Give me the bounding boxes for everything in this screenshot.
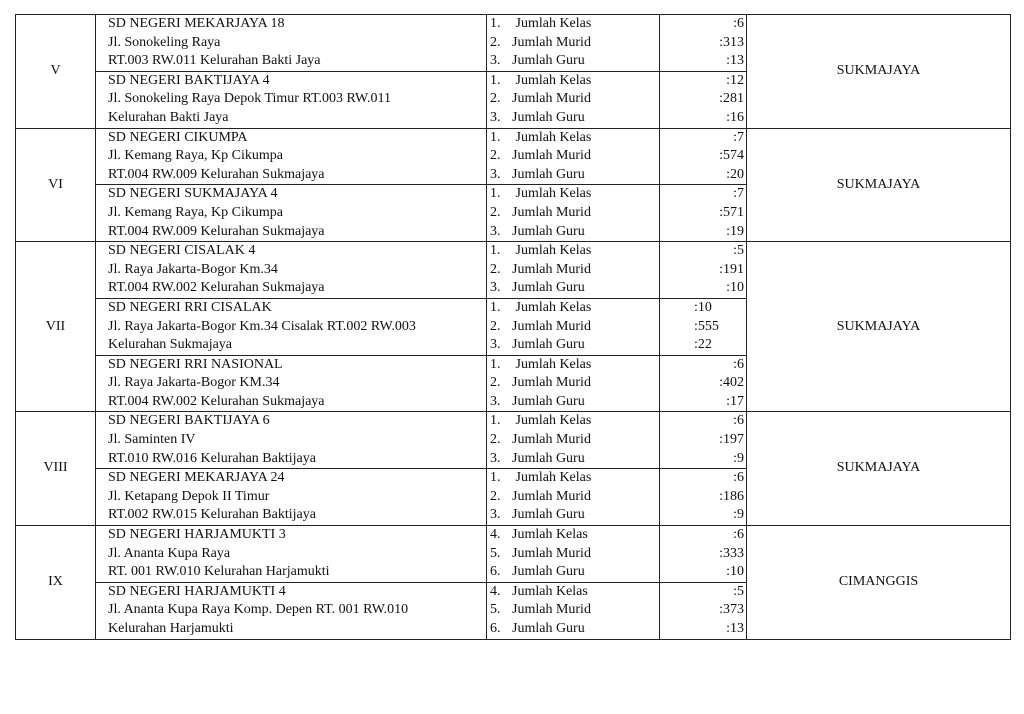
stat-label-row	[490, 261, 659, 280]
school-info	[96, 526, 487, 583]
stat-value: :555	[694, 318, 719, 334]
stat-number: 3.	[490, 280, 501, 296]
stat-label-row	[490, 506, 659, 525]
stat-value: :6	[733, 356, 744, 372]
stat-value: :7	[733, 186, 744, 202]
kecamatan: SUKMAJAYA	[747, 412, 1011, 526]
stat-value: :17	[726, 393, 744, 409]
school-address-line: Kelurahan Sukmajaya	[108, 337, 233, 353]
school-name: SD NEGERI CISALAK 4	[108, 243, 256, 259]
stat-label: Jumlah Murid	[512, 34, 591, 50]
stat-values	[660, 185, 747, 242]
stat-label: Jumlah Murid	[512, 602, 591, 618]
stat-values	[660, 15, 747, 72]
stat-label-row	[490, 450, 659, 469]
stat-label: Jumlah Guru	[512, 166, 585, 182]
stat-value: :191	[719, 261, 744, 277]
stat-label: Jumlah Guru	[512, 280, 585, 296]
school-name: SD NEGERI HARJAMUKTI 4	[108, 583, 286, 599]
stat-number: 6.	[490, 621, 501, 636]
school-name: SD NEGERI BAKTIJAYA 6	[108, 413, 270, 429]
stat-value: :373	[719, 602, 744, 618]
stat-label-row	[490, 601, 659, 620]
stat-label: Jumlah Murid	[512, 148, 591, 164]
stat-number: 1.	[490, 16, 501, 31]
school-address-line: Jl. Saminten IV	[108, 432, 196, 448]
group-number: VII	[16, 242, 96, 412]
stat-label: Jumlah Murid	[512, 488, 591, 504]
stat-labels	[487, 469, 660, 526]
stat-values	[660, 355, 747, 412]
stat-number: 1.	[490, 413, 501, 429]
stat-value: :574	[719, 148, 744, 164]
kecamatan: SUKMAJAYA	[747, 242, 1011, 412]
stat-labels	[487, 185, 660, 242]
stat-number: 2.	[490, 148, 501, 164]
school-address-line: Jl. Kemang Raya, Kp Cikumpa	[108, 204, 283, 220]
school-name: SD NEGERI SUKMAJAYA 4	[108, 186, 278, 202]
school-address-line: Jl. Sonokeling Raya Depok Timur RT.003 RW.011	[108, 91, 391, 107]
school-info	[96, 582, 487, 639]
stat-number: 1.	[490, 243, 501, 259]
stat-number: 2.	[490, 204, 501, 220]
stat-number: 3.	[490, 450, 501, 466]
stat-label: Jumlah Guru	[512, 223, 585, 239]
stat-number: 1.	[490, 470, 501, 486]
stat-label: Jumlah Guru	[512, 507, 585, 523]
school-address-line: RT.004 RW.002 Kelurahan Sukmajaya	[108, 280, 325, 296]
stat-label: Jumlah Kelas	[512, 583, 588, 599]
kecamatan: CIMANGGIS	[747, 526, 1011, 640]
school-address-line: Jl. Ananta Kupa Raya Komp. Depen RT. 001 RW.010	[108, 602, 409, 618]
stat-label: Jumlah Kelas	[512, 16, 592, 31]
stat-label-row	[490, 15, 659, 34]
school-address-line: Jl. Sonokeling Raya	[108, 34, 221, 50]
school-address-line: Jl. Kemang Raya, Kp Cikumpa	[108, 148, 283, 164]
stat-label: Jumlah Murid	[512, 261, 591, 277]
stat-labels	[487, 298, 660, 355]
stat-value: :5	[733, 583, 744, 599]
stat-value: :186	[719, 488, 744, 504]
stat-label-row	[490, 488, 659, 507]
school-address-line: Jl. Ketapang Depok II Timur	[108, 488, 270, 504]
group-number: V	[16, 15, 96, 129]
stat-number: 2.	[490, 91, 501, 107]
school-info	[96, 298, 487, 355]
stat-number: 2.	[490, 261, 501, 277]
kecamatan: SUKMAJAYA	[747, 128, 1011, 242]
stat-label: Jumlah Guru	[512, 53, 585, 69]
school-address-line: RT.004 RW.002 Kelurahan Sukmajaya	[108, 393, 325, 409]
school-info	[96, 15, 487, 72]
stat-labels	[487, 128, 660, 185]
stat-number: 2.	[490, 488, 501, 504]
stat-label-row	[490, 318, 659, 337]
stat-number: 3.	[490, 53, 501, 69]
stat-label: Jumlah Murid	[512, 204, 591, 220]
school-address-line: RT.010 RW.016 Kelurahan Baktijaya	[108, 450, 316, 466]
stat-label-row	[490, 336, 659, 355]
stat-label-row	[490, 412, 659, 431]
school-name: SD NEGERI RRI NASIONAL	[108, 356, 283, 372]
kecamatan: SUKMAJAYA	[747, 15, 1011, 129]
stat-labels	[487, 582, 660, 639]
stat-labels	[487, 15, 660, 72]
stat-number: 2.	[490, 34, 501, 50]
stat-number: 1.	[490, 72, 501, 88]
stat-number: 1.	[490, 186, 501, 202]
stat-values	[660, 526, 747, 583]
stat-label: Jumlah Murid	[512, 318, 591, 334]
stat-label: Jumlah Guru	[512, 621, 585, 636]
stat-labels	[487, 71, 660, 128]
stat-label: Jumlah Guru	[512, 450, 585, 466]
stat-label: Jumlah Murid	[512, 91, 591, 107]
stat-value: :12	[726, 72, 744, 88]
school-address-line: Jl. Raya Jakarta-Bogor Km.34 Cisalak RT.002 RW.003	[108, 318, 416, 334]
stat-label: Jumlah Guru	[512, 564, 585, 580]
stat-number: 2.	[490, 318, 501, 334]
stat-values	[660, 412, 747, 469]
school-name: SD NEGERI HARJAMUKTI 3	[108, 527, 286, 543]
stat-value: :19	[726, 223, 744, 239]
stat-label-row	[490, 563, 659, 582]
stat-label-row	[490, 223, 659, 242]
school-row	[16, 412, 1011, 469]
stat-label-row	[490, 52, 659, 71]
stat-number: 3.	[490, 337, 501, 353]
stat-labels	[487, 242, 660, 299]
stat-value: :333	[719, 545, 744, 561]
school-info	[96, 469, 487, 526]
school-info	[96, 355, 487, 412]
school-name: SD NEGERI RRI CISALAK	[108, 299, 272, 315]
school-address-line: Kelurahan Bakti Jaya	[108, 109, 229, 125]
stat-value: :20	[726, 166, 744, 182]
stat-label: Jumlah Kelas	[512, 356, 592, 372]
stat-label-row	[490, 356, 659, 375]
stat-label: Jumlah Kelas	[512, 299, 592, 315]
stat-label-row	[490, 583, 659, 602]
stat-label-row	[490, 279, 659, 298]
stat-number: 5.	[490, 602, 501, 618]
stat-label: Jumlah Kelas	[512, 186, 592, 202]
stat-label: Jumlah Murid	[512, 545, 591, 561]
stat-number: 3.	[490, 393, 501, 409]
stat-label: Jumlah Murid	[512, 432, 591, 448]
stat-number: 1.	[490, 299, 501, 315]
stat-value: :9	[733, 507, 744, 523]
stat-label: Jumlah Kelas	[512, 527, 588, 543]
stat-label-row	[490, 545, 659, 564]
stat-label-row	[490, 147, 659, 166]
school-row	[16, 242, 1011, 299]
stat-value: :281	[719, 91, 744, 107]
stat-values	[660, 469, 747, 526]
stat-label-row	[490, 109, 659, 128]
school-data-document	[15, 14, 1011, 640]
stat-number: 4.	[490, 527, 501, 543]
stat-value: :22	[694, 337, 712, 353]
stat-label-row	[490, 185, 659, 204]
stat-value: :6	[733, 527, 744, 543]
group-number: VIII	[16, 412, 96, 526]
stat-label: Jumlah Murid	[512, 375, 591, 391]
school-name: SD NEGERI MEKARJAYA 18	[108, 16, 285, 31]
school-info	[96, 128, 487, 185]
stat-value: :13	[726, 621, 744, 636]
stat-label: Jumlah Kelas	[512, 129, 592, 145]
stat-values	[660, 582, 747, 639]
group-number: VI	[16, 128, 96, 242]
stat-label: Jumlah Kelas	[512, 72, 592, 88]
stat-label-row	[490, 393, 659, 412]
stat-value: :6	[733, 413, 744, 429]
stat-label-row	[490, 242, 659, 261]
stat-values	[660, 71, 747, 128]
stat-label: Jumlah Guru	[512, 393, 585, 409]
school-info	[96, 71, 487, 128]
stat-label-row	[490, 526, 659, 545]
stat-value: :10	[726, 280, 744, 296]
stat-label-row	[490, 72, 659, 91]
stat-label-row	[490, 34, 659, 53]
stat-number: 6.	[490, 564, 501, 580]
school-address-line: RT.004 RW.009 Kelurahan Sukmajaya	[108, 166, 325, 182]
stat-label-row	[490, 90, 659, 109]
stat-label: Jumlah Kelas	[512, 470, 592, 486]
stat-number: 3.	[490, 507, 501, 523]
stat-values	[660, 242, 747, 299]
stat-labels	[487, 526, 660, 583]
stat-value: :16	[726, 109, 744, 125]
stat-label-row	[490, 299, 659, 318]
stat-label: Jumlah Kelas	[512, 413, 592, 429]
school-name: SD NEGERI CIKUMPA	[108, 129, 248, 145]
school-address-line: Jl. Raya Jakarta-Bogor KM.34	[108, 375, 280, 391]
stat-label: Jumlah Guru	[512, 337, 585, 353]
stat-label-row	[490, 374, 659, 393]
school-address-line: Jl. Raya Jakarta-Bogor Km.34	[108, 261, 278, 277]
stat-number: 1.	[490, 356, 501, 372]
school-address-line: RT. 001 RW.010 Kelurahan Harjamukti	[108, 564, 330, 580]
school-info	[96, 242, 487, 299]
school-row	[16, 128, 1011, 185]
school-table	[15, 14, 1011, 640]
stat-number: 3.	[490, 223, 501, 239]
stat-label-row	[490, 431, 659, 450]
stat-label: Jumlah Guru	[512, 109, 585, 125]
stat-label-row	[490, 204, 659, 223]
stat-number: 3.	[490, 109, 501, 125]
stat-number: 5.	[490, 545, 501, 561]
school-row	[16, 526, 1011, 583]
stat-number: 3.	[490, 166, 501, 182]
school-address-line: RT.004 RW.009 Kelurahan Sukmajaya	[108, 223, 325, 239]
stat-labels	[487, 355, 660, 412]
stat-values	[660, 128, 747, 185]
stat-value: :10	[694, 299, 712, 315]
stat-value: :571	[719, 204, 744, 220]
school-name: SD NEGERI BAKTIJAYA 4	[108, 72, 270, 88]
stat-number: 2.	[490, 432, 501, 448]
stat-label: Jumlah Kelas	[512, 243, 592, 259]
school-info	[96, 185, 487, 242]
stat-number: 2.	[490, 375, 501, 391]
school-address-line: RT.003 RW.011 Kelurahan Bakti Jaya	[108, 53, 321, 69]
school-row	[16, 15, 1011, 72]
stat-value: :6	[733, 16, 744, 31]
stat-value: :10	[726, 564, 744, 580]
school-address-line: RT.002 RW.015 Kelurahan Baktijaya	[108, 507, 316, 523]
stat-label-row	[490, 129, 659, 148]
stat-value: :313	[719, 34, 744, 50]
school-info	[96, 412, 487, 469]
stat-values	[660, 298, 747, 355]
stat-label-row	[490, 166, 659, 185]
school-address-line: Kelurahan Harjamukti	[108, 621, 234, 636]
school-address-line: Jl. Ananta Kupa Raya	[108, 545, 231, 561]
stat-value: :197	[719, 432, 744, 448]
group-number: IX	[16, 526, 96, 640]
school-name: SD NEGERI MEKARJAYA 24	[108, 470, 285, 486]
stat-label-row	[490, 620, 659, 639]
stat-value: :7	[733, 129, 744, 145]
stat-number: 4.	[490, 583, 501, 599]
stat-label-row	[490, 469, 659, 488]
stat-value: :9	[733, 450, 744, 466]
stat-value: :13	[726, 53, 744, 69]
stat-labels	[487, 412, 660, 469]
stat-value: :5	[733, 243, 744, 259]
stat-number: 1.	[490, 129, 501, 145]
stat-value: :402	[719, 375, 744, 391]
stat-value: :6	[733, 470, 744, 486]
